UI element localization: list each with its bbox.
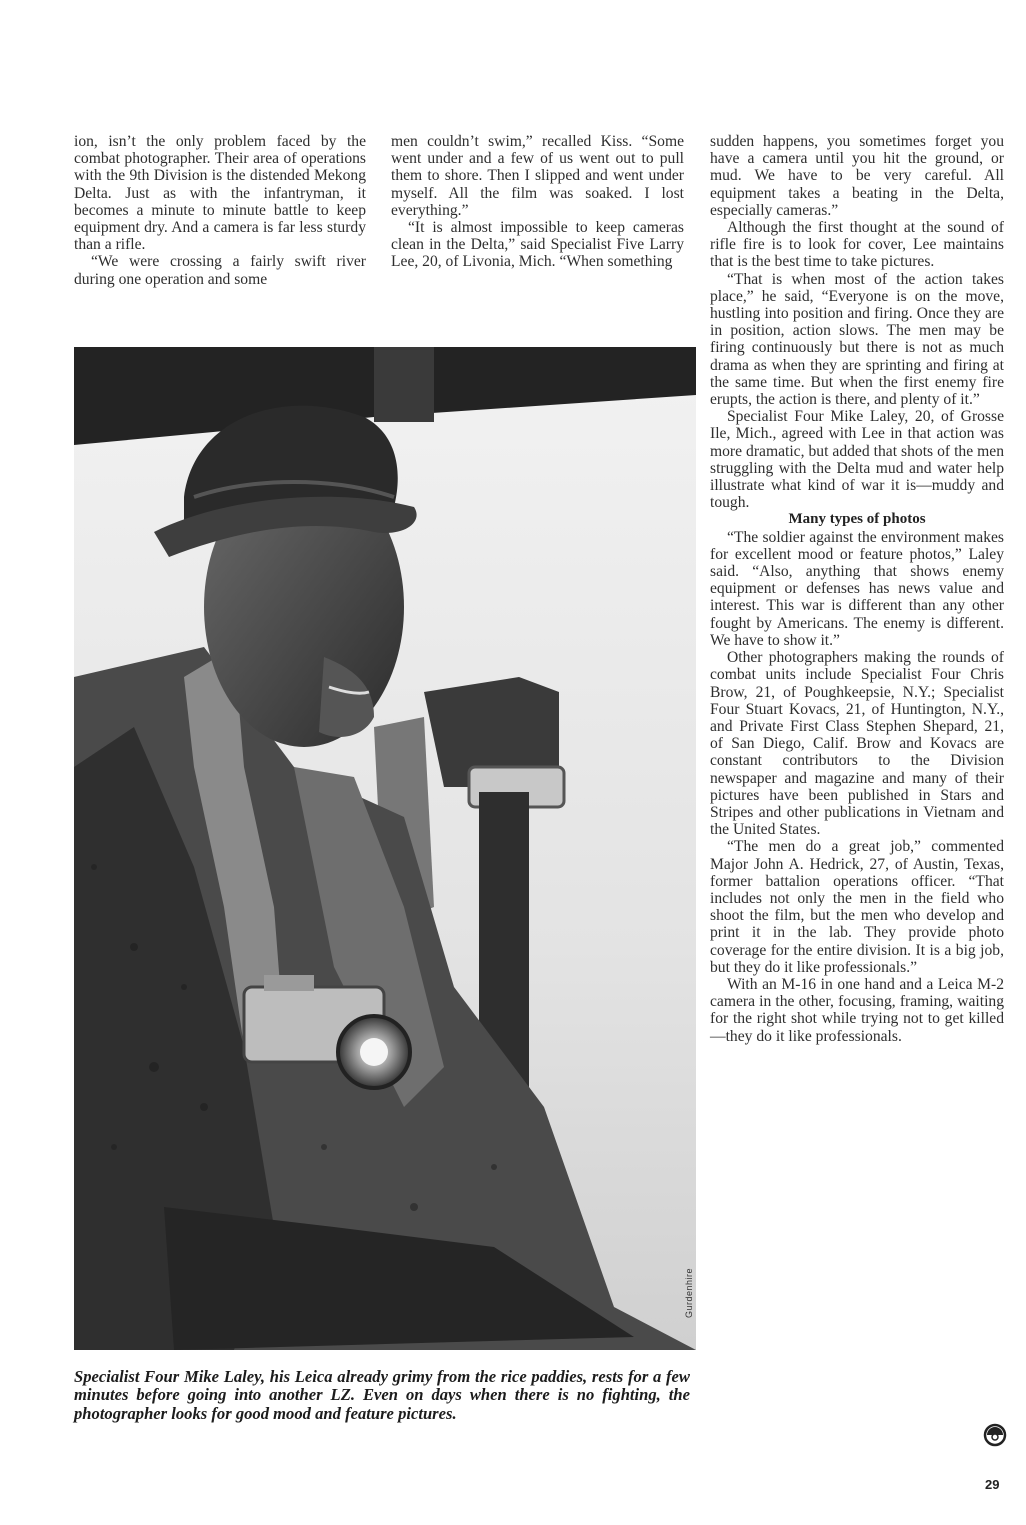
article-column-3 bbox=[710, 133, 1004, 1045]
paragraph: ion, isn’t the only problem faced by the combat photographer. Their area of operations with the 9th Division is the distended Mekong Delta. Just as with the infantryman, it becomes a minute to minute battle to keep equipment dry. And a camera is far less sturdy than a rifle. bbox=[74, 133, 366, 254]
division-insignia-icon bbox=[983, 1423, 1007, 1447]
article-column-2 bbox=[391, 133, 684, 271]
paragraph: With an M-16 in one hand and a Leica M-2 camera in the other, focusing, framing, waiting for the right shot while trying not to get killed—they do it like professionals. bbox=[710, 975, 1004, 1045]
soldier-photograph bbox=[74, 347, 696, 1350]
photo-credit: Gurdenhire bbox=[684, 1267, 694, 1318]
section-subheading: Many types of photos bbox=[788, 511, 926, 528]
paragraph: “That is when most of the action takes place,” he said, “Everyone is on the move, hustling into position and firing. Once they are in position, action slows. The men may be firing continuously but there is not as much drama as when they are sprinting and firing at the same time. But when the first enemy fire erupts, the action is there, and plenty of it.” bbox=[710, 270, 1004, 409]
paragraph: “It is almost impossible to keep cameras clean in the Delta,” said Specialist Five Larry Lee, 20, of Livonia, Mich. “When something bbox=[391, 219, 684, 271]
paragraph: sudden happens, you sometimes forget you have a camera until you hit the ground, or mud. We have to be very careful. All equipment takes a beating in the Delta, especially cameras.” bbox=[710, 133, 1004, 219]
paragraph: “We were crossing a fairly swift river during one operation and some bbox=[74, 253, 366, 288]
paragraph: Specialist Four Mike Laley, 20, of Grosse Ile, Mich., agreed with Lee in that action was more dramatic, but added that shots of the men struggling with the Delta mud and water help illustrate what kind of war it is—muddy and tough. bbox=[710, 408, 1004, 512]
photo-caption: Specialist Four Mike Laley, his Leica already grimy from the rice paddies, rests for a few minutes before going into another LZ. Even on days when there is no fighting, the photographer looks for good mood and feature pictures. bbox=[74, 1367, 690, 1423]
paragraph: “The soldier against the environment makes for excellent mood or feature photos,” Laley said. “Also, anything that shows enemy equipment or defenses has news value and interest. This war is different than any other fought by Americans. The enemy is different. We have to show it.” bbox=[710, 528, 1004, 649]
page-number: 29 bbox=[985, 1477, 1000, 1492]
paragraph: men couldn’t swim,” recalled Kiss. “Some went under and a few of us went out to pull them to shore. Then I slipped and went under myself. All the film was soaked. I lost everything.” bbox=[391, 133, 684, 219]
paragraph: Although the first thought at the sound of rifle fire is to look for cover, Lee maintains that is the best time to take pictures. bbox=[710, 219, 1004, 271]
paragraph: Other photographers making the rounds of combat units include Specialist Four Chris Brow, 21, of Poughkeepsie, N.Y.; Specialist Four Stuart Kovacs, 21, of Huntington, N.Y., and Private First Class Stephen Shepard, 21, of San Diego, Calif. Brow and Kovacs are constant contributors to the Division newspaper and magazine and many of their pictures have been published in Stars and Stripes and other publications in Vietnam and the United States. bbox=[710, 649, 1004, 839]
paragraph: “The men do a great job,” commented Major John A. Hedrick, 27, of Austin, Texas, former battalion operations officer. “That includes not only the men in the field who shoot the film, but the men who develop and print it in the lab. They provide photo coverage for the entire division. It is a big job, but they do it like professionals.” bbox=[710, 838, 1004, 976]
article-column-1 bbox=[74, 133, 366, 288]
